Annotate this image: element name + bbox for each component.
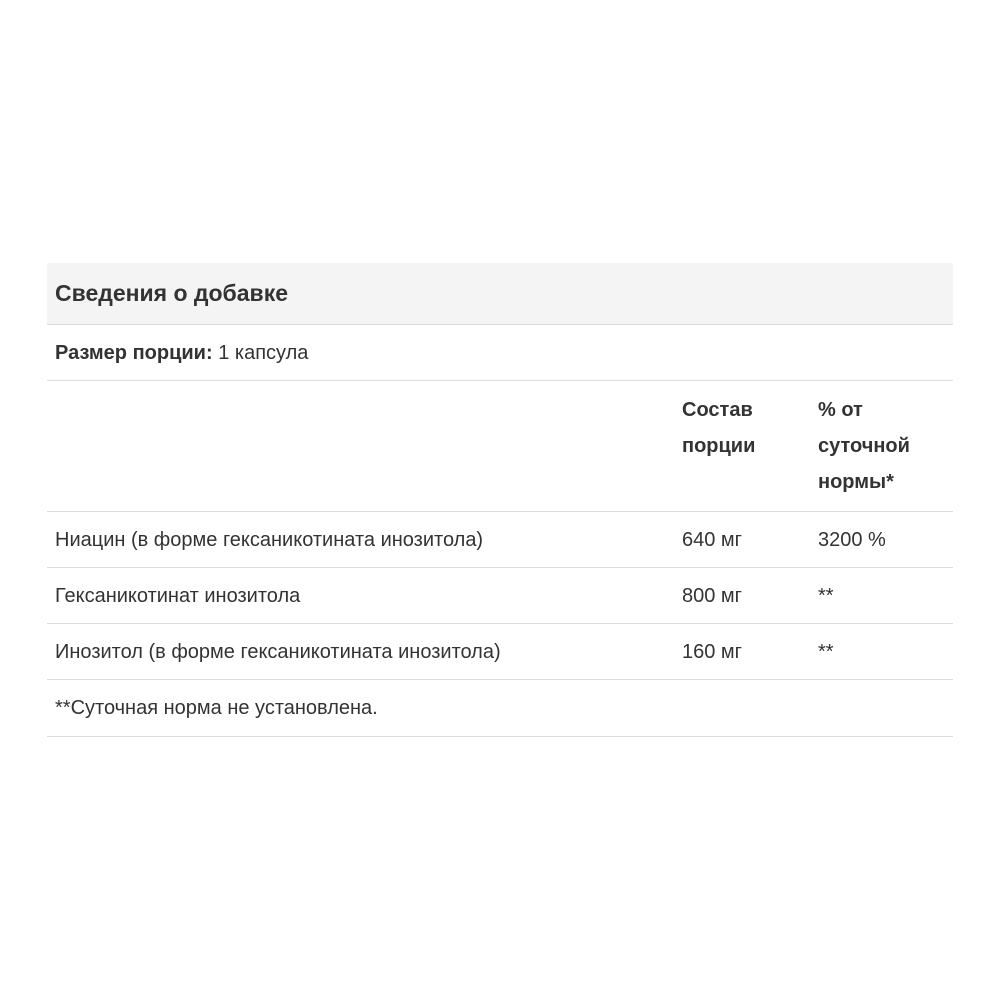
ingredient-name: Инозитол (в форме гексаникотината инозитола) <box>55 641 501 663</box>
footnote: **Суточная норма не установлена. <box>55 697 378 719</box>
footnote-row <box>47 680 953 736</box>
serving-size <box>47 325 953 381</box>
header-amount <box>682 381 818 511</box>
ingredient-daily-value: ** <box>818 641 834 663</box>
header-dv-line: % от <box>818 399 863 421</box>
ingredient-name: Гексаникотинат инозитола <box>55 585 301 607</box>
ingredient-amount: 800 мг <box>682 585 742 607</box>
ingredient-daily-value: ** <box>818 585 834 607</box>
ingredient-amount: 160 мг <box>682 641 742 663</box>
header-amount-line: Состав <box>682 399 753 421</box>
table-header-row <box>47 381 953 512</box>
table-row <box>47 512 953 568</box>
supplement-facts-panel <box>47 263 953 737</box>
ingredient-name: Ниацин (в форме гексаникотината инозитола) <box>55 529 484 551</box>
ingredient-daily-value: 3200 % <box>818 529 886 551</box>
panel-title: Сведения о добавке <box>47 263 953 325</box>
table-row <box>47 568 953 624</box>
ingredient-amount: 640 мг <box>682 529 742 551</box>
header-name-cell <box>47 381 682 511</box>
table-row <box>47 624 953 680</box>
header-dv-line: суточной <box>818 435 910 457</box>
header-daily-value <box>818 381 953 511</box>
header-amount-line: порции <box>682 435 756 457</box>
serving-size-value: 1 капсула <box>218 342 309 364</box>
header-dv-line: нормы* <box>818 471 894 493</box>
serving-size-label: Размер порции: <box>55 342 213 364</box>
